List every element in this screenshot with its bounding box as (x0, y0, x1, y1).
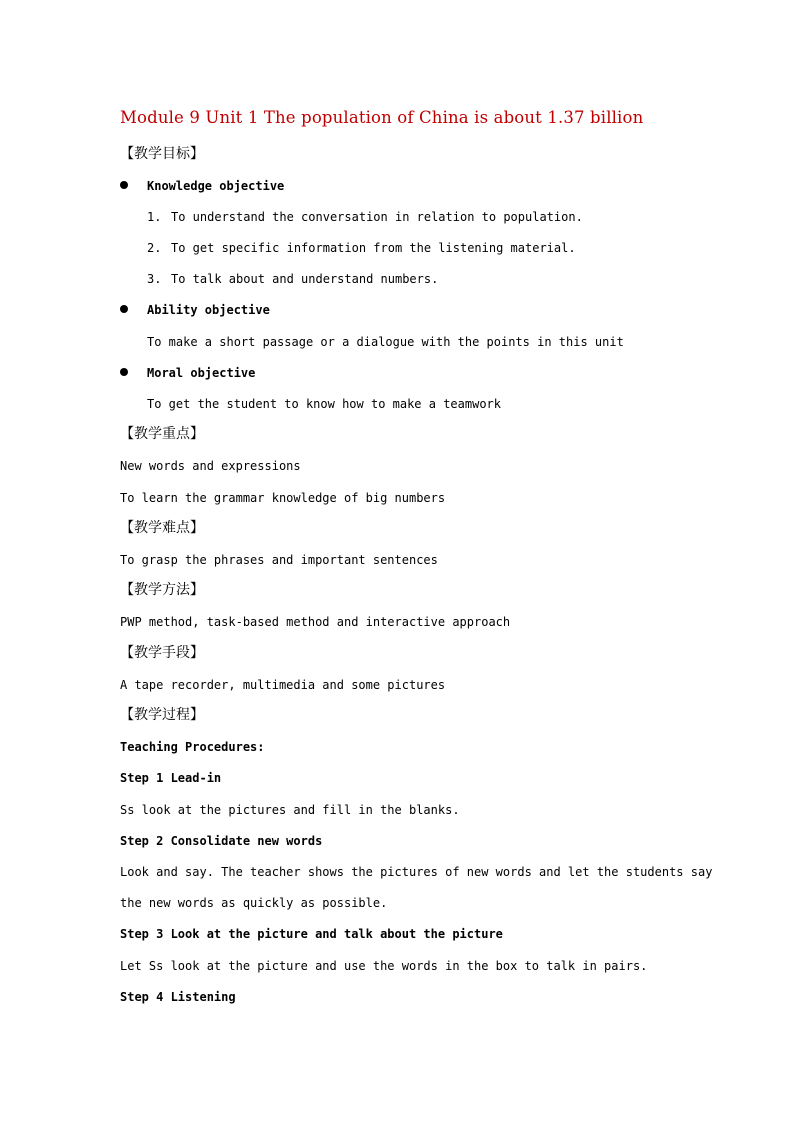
ability-objective-text: To make a short passage or a dialogue with the points in this unit (147, 335, 624, 349)
section-heading-key-points: 【教学重点】 (120, 426, 204, 442)
document-title: Module 9 Unit 1 The population of China is about 1.37 billion (120, 108, 644, 127)
item-number: 3. (147, 272, 162, 286)
step-title: Step 2 Consolidate new words (120, 834, 323, 848)
step-title: Step 1 Lead-in (120, 771, 222, 785)
item-text: To get specific information from the listening material. (171, 241, 576, 255)
section-heading-methods: 【教学方法】 (120, 582, 204, 598)
section-heading-objectives: 【教学目标】 (120, 146, 204, 162)
step-text: Ss look at the pictures and fill in the blanks. (120, 803, 460, 817)
item-text: To talk about and understand numbers. (171, 272, 439, 286)
section-heading-means: 【教学手段】 (120, 645, 204, 661)
procedures-heading: Teaching Procedures: (120, 740, 265, 754)
item-number: 1. (147, 210, 162, 224)
step-title: Step 4 Listening (120, 990, 236, 1004)
knowledge-item (147, 271, 438, 287)
item-text: To understand the conversation in relation to population. (171, 210, 583, 224)
moral-objective-heading: Moral objective (147, 366, 256, 380)
section-heading-process: 【教学过程】 (120, 707, 204, 723)
step-text: the new words as quickly as possible. (120, 896, 388, 910)
knowledge-item (147, 240, 576, 256)
bullet-icon (120, 181, 128, 189)
key-point-line: New words and expressions (120, 459, 301, 473)
methods-text: PWP method, task-based method and interactive approach (120, 615, 511, 629)
step-text: Look and say. The teacher shows the pictures of new words and let the students say (120, 865, 713, 879)
knowledge-item (147, 209, 583, 225)
means-text: A tape recorder, multimedia and some pictures (120, 678, 446, 692)
bullet-icon (120, 305, 128, 313)
step-text: Let Ss look at the picture and use the words in the box to talk in pairs. (120, 959, 648, 973)
item-number: 2. (147, 241, 162, 255)
key-point-line: To learn the grammar knowledge of big numbers (120, 491, 446, 505)
bullet-icon (120, 368, 128, 376)
section-heading-difficulties: 【教学难点】 (120, 520, 204, 536)
difficulties-text: To grasp the phrases and important sentences (120, 553, 438, 567)
ability-objective-heading: Ability objective (147, 303, 270, 317)
moral-objective-text: To get the student to know how to make a teamwork (147, 397, 502, 411)
knowledge-objective-heading: Knowledge objective (147, 179, 285, 193)
step-title: Step 3 Look at the picture and talk about the picture (120, 927, 503, 941)
